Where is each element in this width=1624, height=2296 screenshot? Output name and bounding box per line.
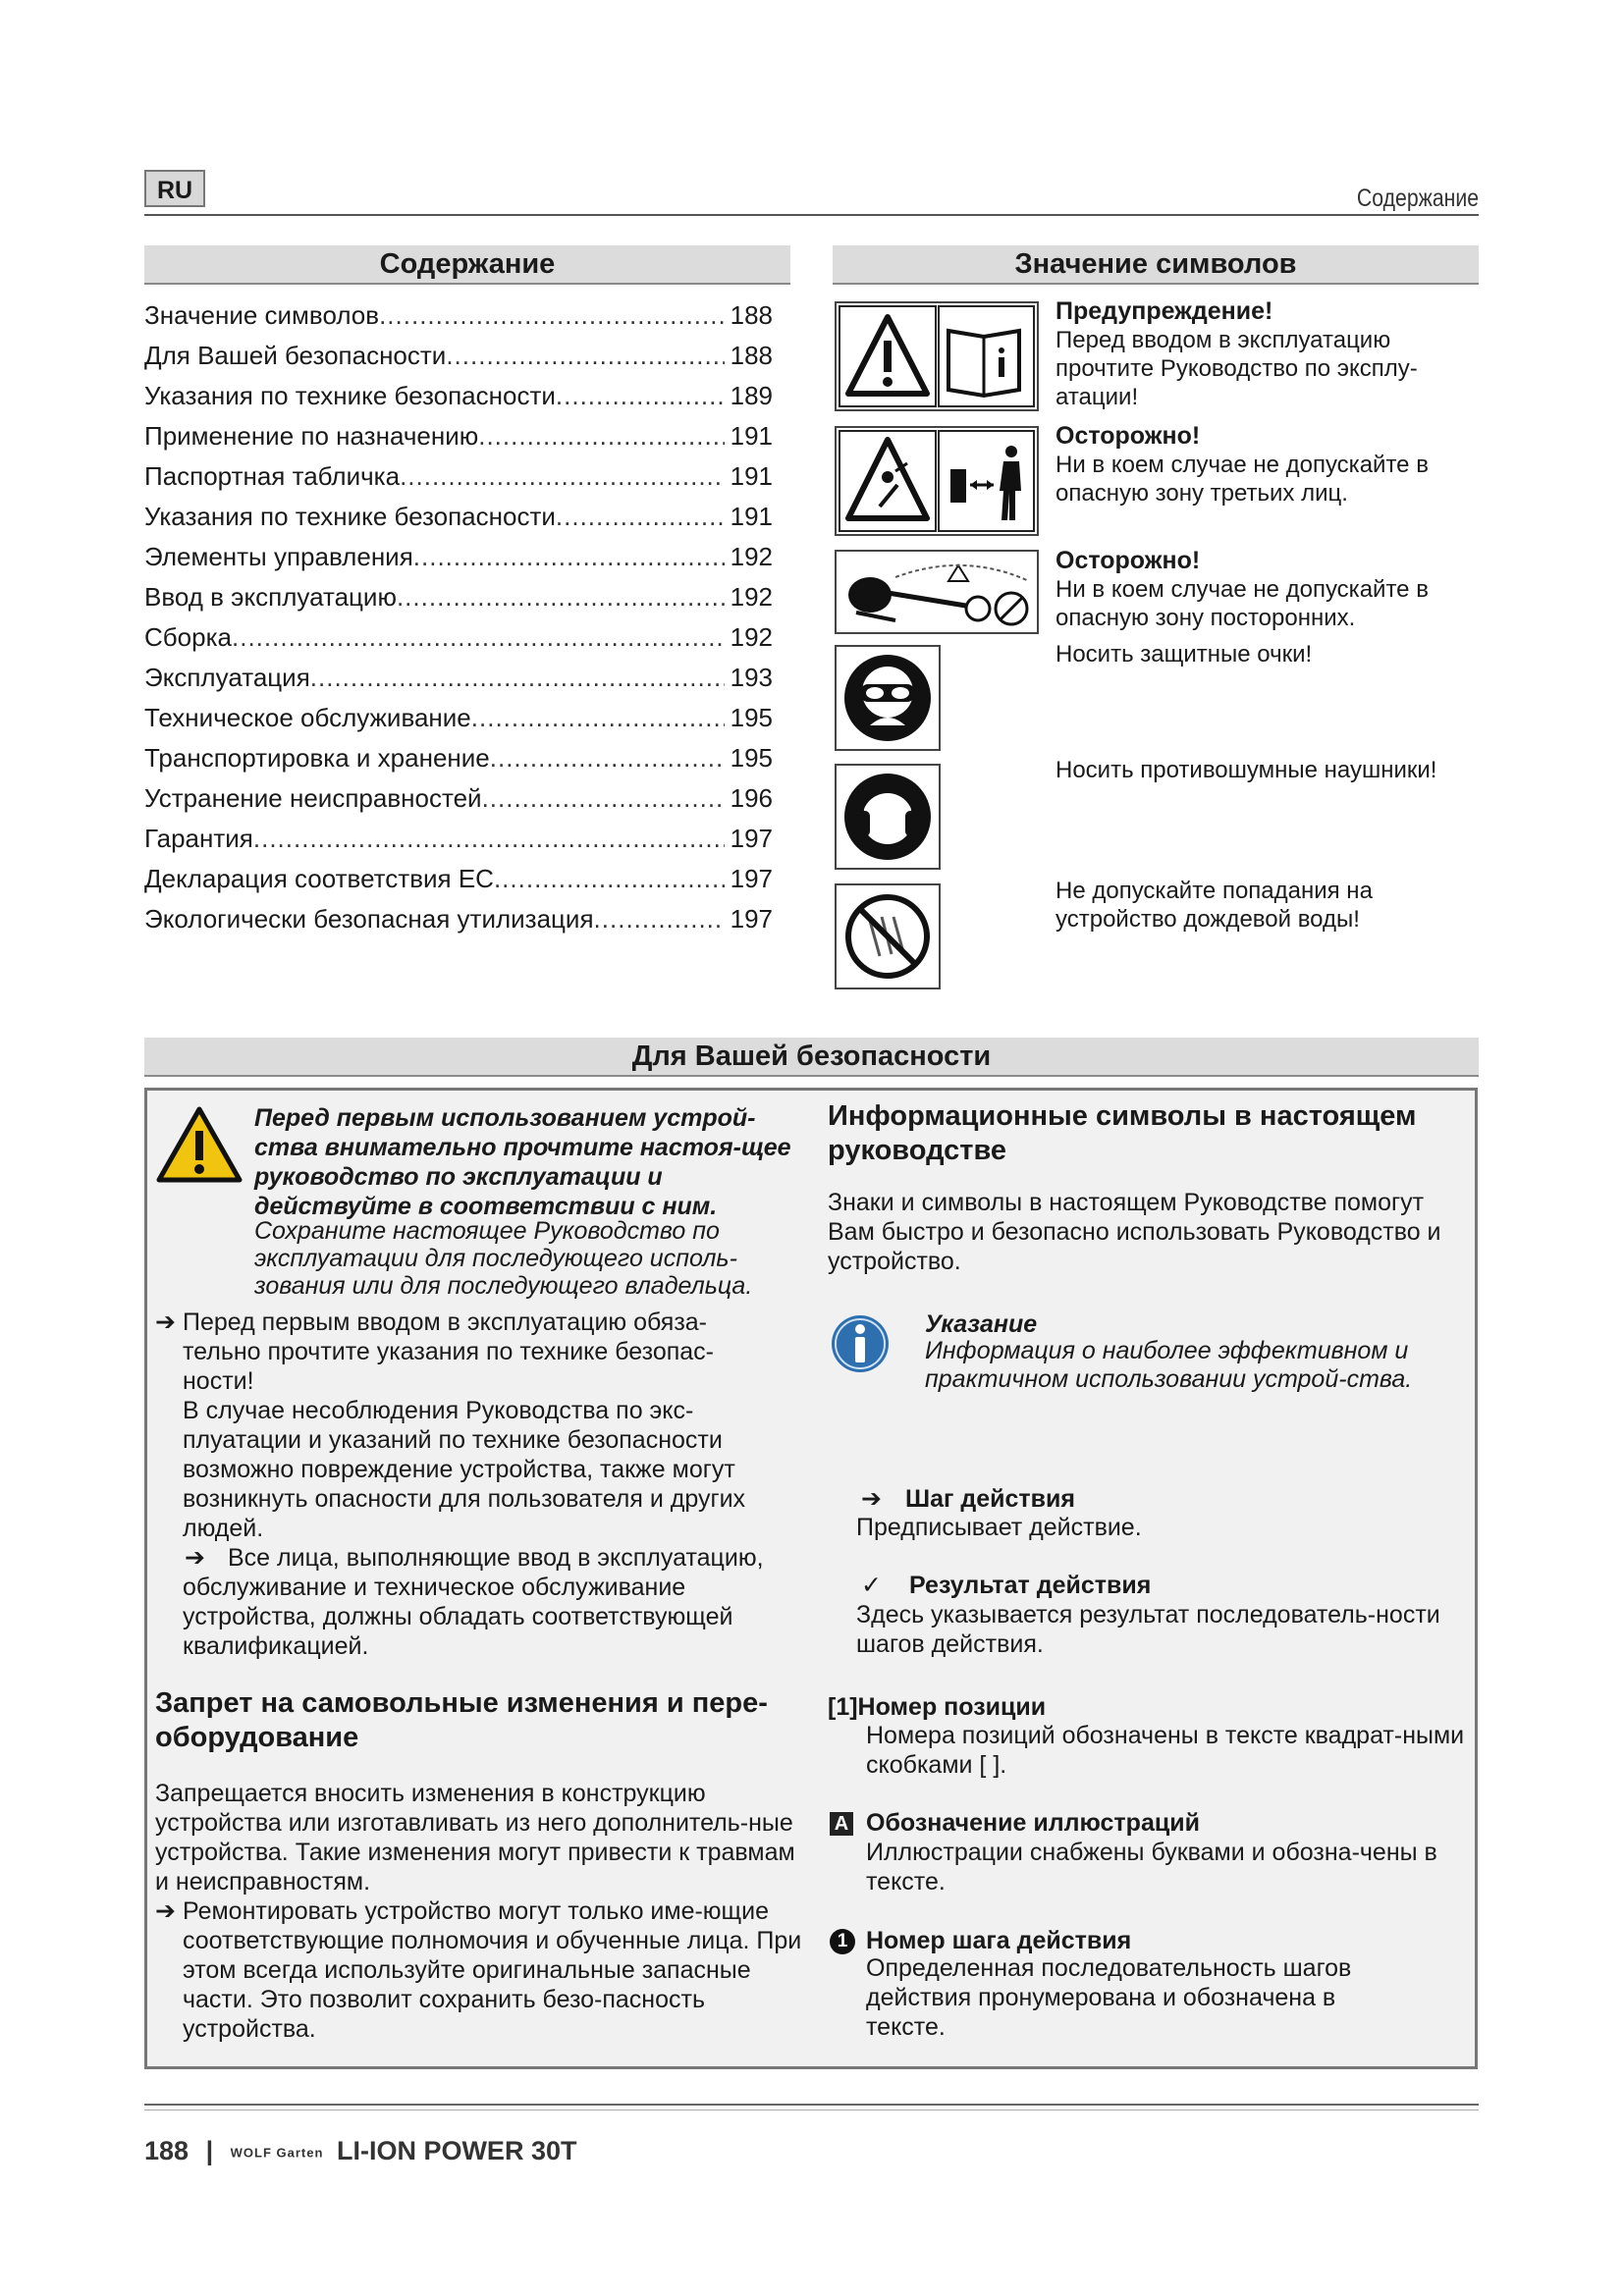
arrow-icon: ➔ xyxy=(155,1308,176,1336)
warning-read-manual-text: Перед первым использованием устрой-ства внимательно прочтите настоя-щее руководство по эксплуатации и действуйте в соответствии с ним. xyxy=(254,1104,791,1220)
safety-title: Для Вашей безопасности xyxy=(144,1038,1479,1077)
instruction-repair: Ремонтировать устройство могут только име-ющие соответствующие полномочия и обученные лица. При этом всегда используйте оригинальные запасные части. Это позволит сохранить безо-пасность устройства. xyxy=(183,1897,802,2043)
instruction-qualified-persons: Все лица, выполняющие ввод в эксплуатацию, обслуживание и техническое обслуживание устройства, должны обладать соответствующей квалификацией. xyxy=(183,1544,764,1660)
toc-title: Содержание xyxy=(144,245,790,285)
toc-item[interactable]: Применение по назначению ..... 191 xyxy=(144,421,773,452)
toc-item[interactable]: Для Вашей безопасности ..... 188 xyxy=(144,341,773,371)
instruction-read-safety: Перед первым вводом в эксплуатацию обяза-тельно прочтите указания по технике безопас-ности! xyxy=(183,1308,714,1395)
header-rule xyxy=(144,214,1479,216)
symbol-5-text: Не допускайте попадания на устройство дождевой воды! xyxy=(1056,878,1373,933)
footer: 188 | WOLF Garten LI-ION POWER 30T xyxy=(144,2136,577,2165)
position-text: Номера позиций обозначены в тексте квадрат-ными скобками [ ]. xyxy=(866,1722,1465,1779)
note-heading: Указание xyxy=(925,1310,1038,1338)
info-symbols-heading: Информационные символы в настоящем руководстве xyxy=(828,1100,1417,1166)
model-name: LI-ION POWER 30T xyxy=(336,2136,577,2165)
toc-item[interactable]: Указания по технике безопасности ..... 189 xyxy=(144,381,773,411)
info-icon xyxy=(830,1313,891,1379)
step-number-text: Определенная последовательность шагов действия пронумерована и обозначена в тексте. xyxy=(866,1954,1352,2041)
footer-rule xyxy=(144,2104,1479,2106)
symbol-1-text: Предупреждение! Перед вводом в эксплуатацию прочтите Руководство по эксплу-атации! xyxy=(1056,297,1418,410)
modification-text: Запрещается вносить изменения в конструкцию устройства или изготавливать из него дополнитель-ные устройства. Такие изменения могут привести к травмам и неисправностям. xyxy=(155,1780,795,1896)
toc-item[interactable]: Элементы управления ..... 192 xyxy=(144,542,773,572)
warning-triangle-icon xyxy=(155,1105,244,1189)
brand-logo: WOLF Garten xyxy=(230,2145,324,2161)
toc-item[interactable]: Значение символов ..... 188 xyxy=(144,300,773,331)
info-symbols-text: Знаки и символы в настоящем Руководстве помогут Вам быстро и безопасно использовать Руководство и устройство. xyxy=(828,1189,1441,1275)
toc-item[interactable]: Указания по технике безопасности ..... 191 xyxy=(144,502,773,532)
symbol-4-text: Носить противошумные наушники! xyxy=(1056,757,1437,783)
note-text: Информация о наиболее эффективном и практичном использовании устрой-ства. xyxy=(925,1337,1413,1393)
page-number: 188 xyxy=(144,2136,189,2165)
toc-item[interactable]: Паспортная табличка ..... 191 xyxy=(144,461,773,492)
symbol-2-text: Осторожно! Ни в коем случае не допускайте в опасную зону третьих лиц. xyxy=(1056,422,1429,507)
paragraph-consequences: В случае несоблюдения Руководства по экс-плуатации и указаний по технике безопасности возможно повреждение устройства, также могут возникнуть опасности для пользователя и других людей. xyxy=(183,1397,746,1542)
step-text: Предписывает действие. xyxy=(856,1514,1142,1541)
keep-distance-symbol xyxy=(835,426,1039,536)
step-arrow-icon: ➔ xyxy=(861,1485,882,1513)
toc-item[interactable]: Гарантия ..... 197 xyxy=(144,824,773,854)
no-rain-icon xyxy=(835,883,941,989)
symbol-3-text: Осторожно! Ни в коем случае не допускайте в опасную зону посторонних. Носить защитные очки! xyxy=(1056,547,1429,667)
step-number-badge: 1 xyxy=(830,1929,855,1954)
symbols-title: Значение символов xyxy=(833,245,1479,285)
toc-item[interactable]: Транспортировка и хранение ..... 195 xyxy=(144,743,773,774)
arrow-icon: ➔ xyxy=(155,1897,176,1925)
modification-heading: Запрет на самовольные изменения и пере-оборудование xyxy=(155,1687,768,1753)
footer-rule-thin xyxy=(144,2109,1479,2110)
toc-item[interactable]: Эксплуатация ..... 193 xyxy=(144,663,773,693)
warning-read-manual-symbol xyxy=(835,301,1039,411)
ear-protection-icon xyxy=(835,764,941,870)
toc-item[interactable]: Экологически безопасная утилизация ..... 197 xyxy=(144,904,773,934)
toc-item[interactable]: Устранение неисправностей ..... 196 xyxy=(144,783,773,814)
position-heading: [1]Номер позиции xyxy=(828,1693,1047,1721)
safety-goggles-icon xyxy=(835,645,941,751)
toc-item[interactable]: Ввод в эксплуатацию ..... 192 xyxy=(144,582,773,613)
illustration-text: Иллюстрации снабжены буквами и обозна-чены в тексте. xyxy=(866,1839,1437,1896)
arrow-icon: ➔ xyxy=(185,1544,205,1572)
result-text: Здесь указывается результат последователь-ности шагов действия. xyxy=(856,1601,1440,1658)
language-badge: RU xyxy=(144,170,205,207)
trimmer-danger-zone-symbol xyxy=(835,550,1039,634)
checkmark-icon: ✓ xyxy=(861,1572,882,1599)
toc-item[interactable]: Техническое обслуживание ..... 195 xyxy=(144,703,773,733)
running-title: Содержание xyxy=(1356,185,1479,212)
step-number-heading: Номер шага действия xyxy=(866,1927,1132,1954)
step-heading: Шаг действия xyxy=(905,1485,1075,1513)
toc-item[interactable]: Сборка ..... 192 xyxy=(144,622,773,653)
warning-keep-manual-text: Сохраните настоящее Руководство по эксплуатации для последующего исполь-зования или для последующего владельца. xyxy=(254,1217,753,1300)
illustration-letter-badge: A xyxy=(830,1812,853,1836)
toc-item[interactable]: Декларация соответствия ЕС ..... 197 xyxy=(144,864,773,894)
illustration-heading: Обозначение иллюстраций xyxy=(866,1809,1200,1837)
result-heading: Результат действия xyxy=(909,1572,1152,1599)
